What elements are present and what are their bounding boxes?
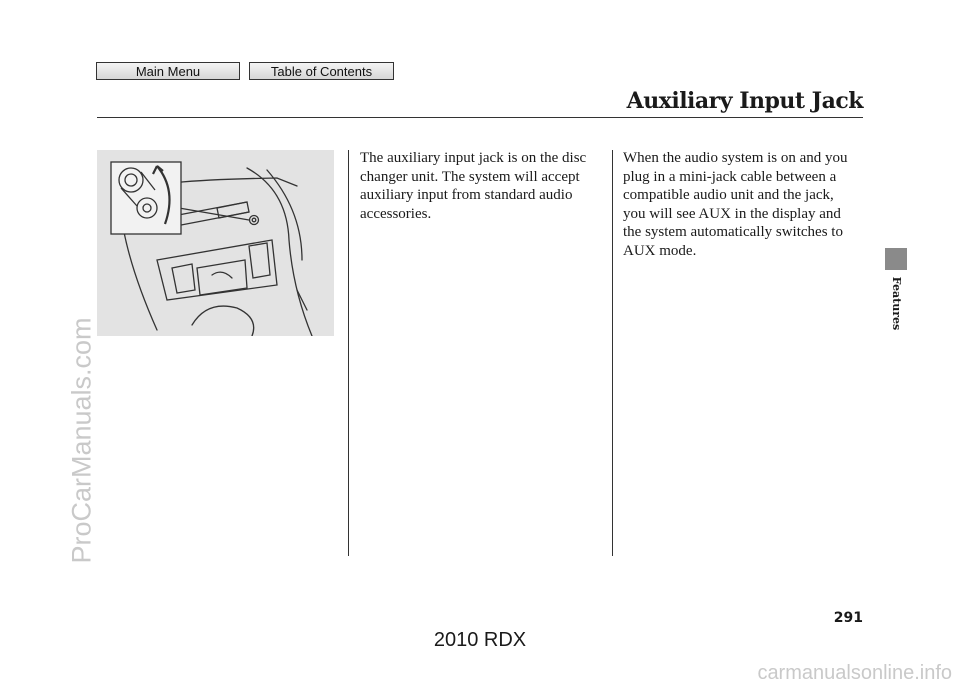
header-divider xyxy=(97,117,863,118)
main-menu-button[interactable]: Main Menu xyxy=(96,62,240,80)
section-tab-label: Features xyxy=(890,276,904,330)
page-title: Auxiliary Input Jack xyxy=(626,88,863,114)
column-divider xyxy=(348,150,349,556)
section-tab-marker xyxy=(885,248,907,270)
body-paragraph-usage: When the audio system is on and you plug in a mini-jack cable between a compatible audio unit and the jack, you will see AUX in the display and the system automatically switches to AUX mode. xyxy=(623,150,848,259)
footer-model: 2010 RDX xyxy=(433,629,527,651)
page-number: 291 xyxy=(833,610,863,626)
column-divider xyxy=(612,150,613,556)
body-paragraph-location: The auxiliary input jack is on the disc changer unit. The system will accept auxiliary input from standard audio accessories. xyxy=(360,150,587,222)
side-watermark: ProCarManuals.com xyxy=(66,316,97,564)
bottom-watermark: carmanualsonline.info xyxy=(757,662,952,684)
table-of-contents-button[interactable]: Table of Contents xyxy=(249,62,394,80)
